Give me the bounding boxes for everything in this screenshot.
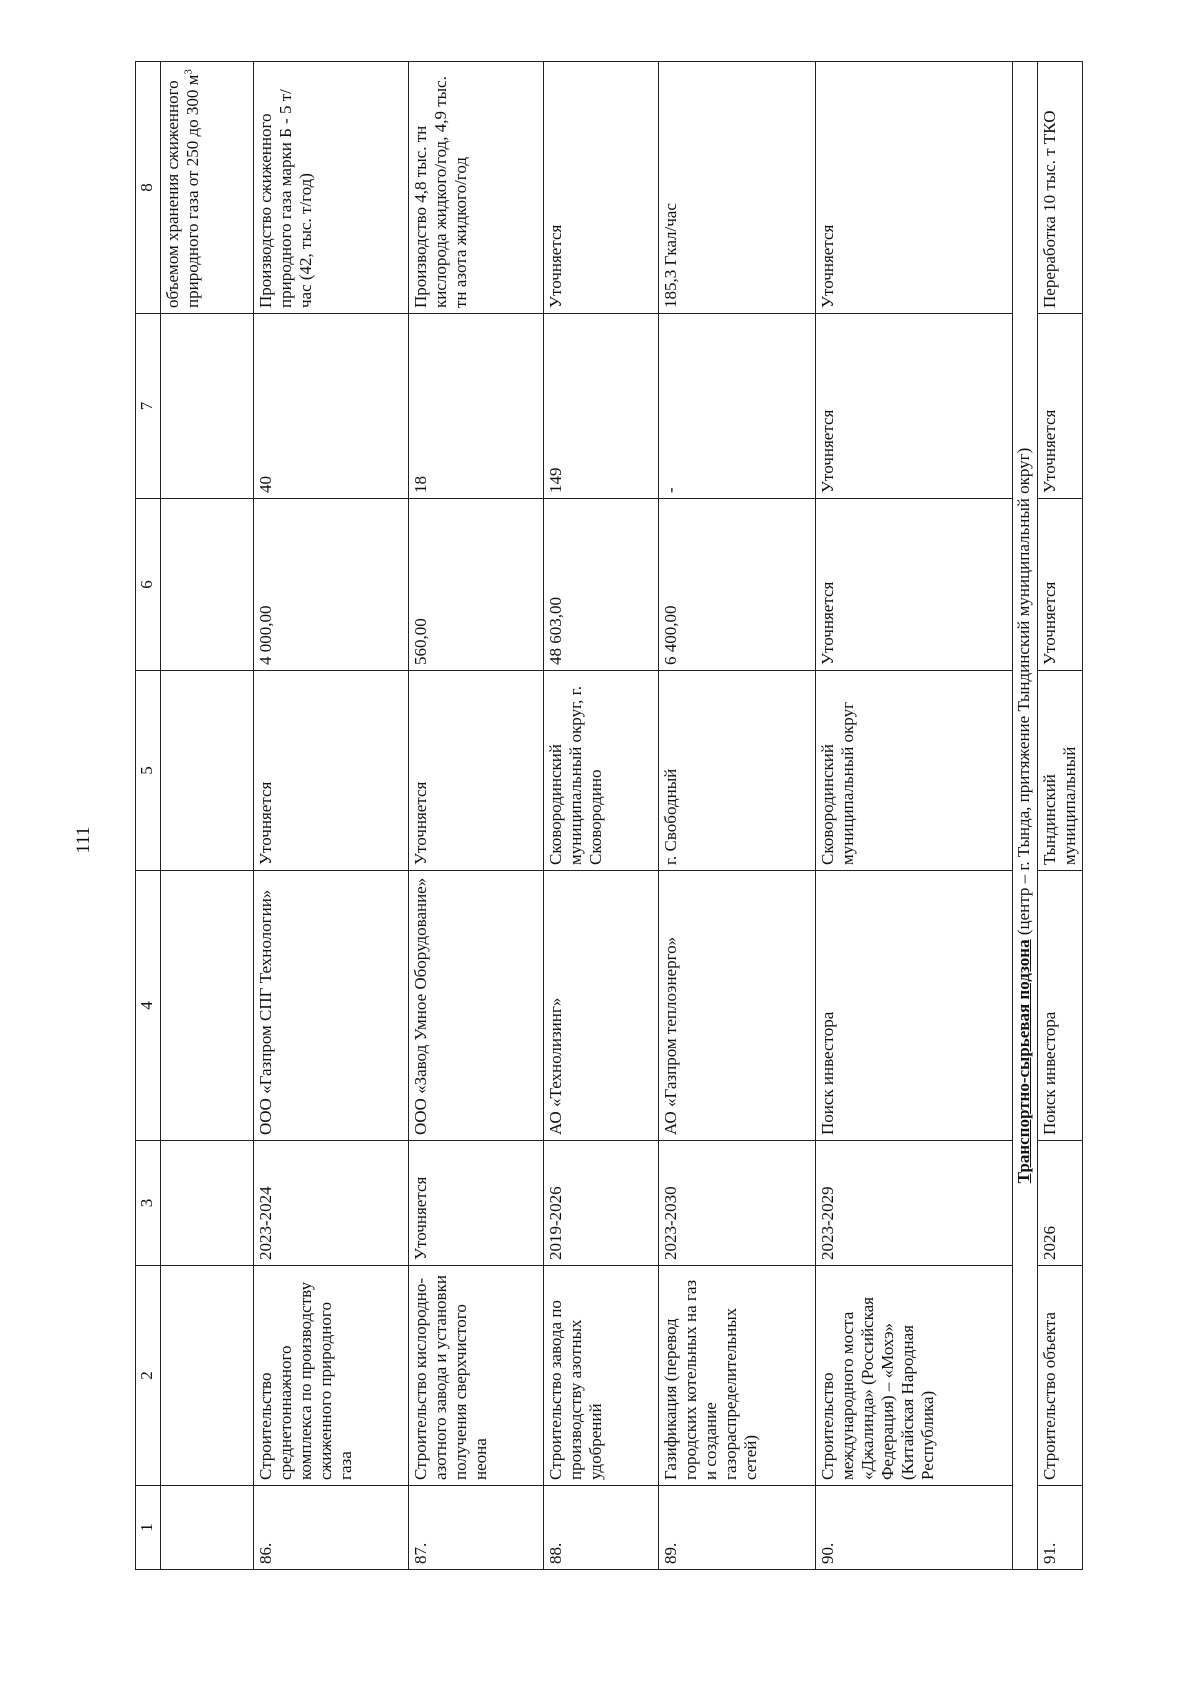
- project-period: 2023-2024: [254, 1141, 409, 1266]
- table-row: [409, 62, 544, 1570]
- header-cell: 7: [136, 314, 161, 499]
- project-capacity: Уточняется: [816, 62, 1013, 314]
- table-cell: [161, 871, 254, 1141]
- project-name: Строительство международного моста «Джалинда» (Российская Федерация) – «Мохэ» (Китайская Народная Республика): [816, 1266, 1013, 1486]
- table-cell: [161, 671, 254, 871]
- project-capacity: Производство сжиженного природного газа марки Б - 5 т/час (42, тыс. т/год): [254, 62, 409, 314]
- table-cell: [161, 1141, 254, 1266]
- header-row: [136, 62, 161, 1570]
- section-row: [1013, 62, 1038, 1570]
- section-title: Транспортно-сырьевая подзона: [1014, 939, 1033, 1184]
- project-investor: Поиск инвестора: [816, 871, 1013, 1141]
- project-location: Сковородинский муниципальный округ: [816, 671, 1013, 871]
- project-name: Строительство объекта: [1038, 1266, 1083, 1486]
- table-row: [544, 62, 659, 1570]
- project-jobs: -: [659, 314, 816, 499]
- row-number: 88.: [544, 1486, 659, 1570]
- project-jobs: 149: [544, 314, 659, 499]
- project-name: Строительство среднетоннажного комплекса по производству сжиженного природного газа: [254, 1266, 409, 1486]
- project-location: Уточняется: [254, 671, 409, 871]
- table-row: [659, 62, 816, 1570]
- project-investor: АО «Газпром теплоэнерго»: [659, 871, 816, 1141]
- row-number: 90.: [816, 1486, 1013, 1570]
- table-cell: [161, 499, 254, 671]
- project-cost: Уточняется: [816, 499, 1013, 671]
- project-location: Уточняется: [409, 671, 544, 871]
- project-jobs: 40: [254, 314, 409, 499]
- project-capacity: 185,3 Гкал/час: [659, 62, 816, 314]
- row-number: 87.: [409, 1486, 544, 1570]
- section-subtitle: (центр – г. Тында, притяжение Тындинский муниципальный округ): [1014, 447, 1033, 940]
- project-cost: 4 000,00: [254, 499, 409, 671]
- project-location: Тындинский муниципальный: [1038, 671, 1083, 871]
- project-investor: АО «Технолизинг»: [544, 871, 659, 1141]
- project-name: Строительство кислородно-азотного завода и установки получения сверхчистого неона: [409, 1266, 544, 1486]
- project-period: 2023-2029: [816, 1141, 1013, 1266]
- table-row: [1038, 62, 1083, 1570]
- project-investor: Поиск инвестора: [1038, 871, 1083, 1141]
- header-cell: 3: [136, 1141, 161, 1266]
- rotated-page-content: [135, 62, 1081, 1570]
- superscript: 3: [182, 69, 195, 75]
- header-cell: 2: [136, 1266, 161, 1486]
- project-capacity: Переработка 10 тыс. т ТКО: [1038, 62, 1083, 314]
- table-row-continuation: [161, 62, 254, 1570]
- row-number: 91.: [1038, 1486, 1083, 1570]
- project-capacity: Уточняется: [544, 62, 659, 314]
- table-cell: [161, 1266, 254, 1486]
- header-cell: 4: [136, 871, 161, 1141]
- project-cost: Уточняется: [1038, 499, 1083, 671]
- project-period: 2026: [1038, 1141, 1083, 1266]
- page-number: 111: [73, 826, 94, 854]
- project-name: Строительство завода по производству азотных удобрений: [544, 1266, 659, 1486]
- project-investor: ООО «Газпром СПГ Технологии»: [254, 871, 409, 1141]
- row-number: 89.: [659, 1486, 816, 1570]
- capacity-text: объемом хранения сжиженного природного газа от 250 до 300 м: [163, 74, 202, 308]
- project-cost: 560,00: [409, 499, 544, 671]
- project-period: 2023-2030: [659, 1141, 816, 1266]
- header-cell: 8: [136, 62, 161, 314]
- project-period: Уточняется: [409, 1141, 544, 1266]
- table-cell: [161, 314, 254, 499]
- header-cell: 6: [136, 499, 161, 671]
- table-cell: [161, 1486, 254, 1570]
- project-jobs: Уточняется: [1038, 314, 1083, 499]
- row-number: 86.: [254, 1486, 409, 1570]
- header-cell: 1: [136, 1486, 161, 1570]
- header-cell: 5: [136, 671, 161, 871]
- project-cost: 48 603,00: [544, 499, 659, 671]
- project-period: 2019-2026: [544, 1141, 659, 1266]
- project-name: Газификация (перевод городских котельных на газ и создание газораспределительных сетей): [659, 1266, 816, 1486]
- project-cost: 6 400,00: [659, 499, 816, 671]
- table-row: [816, 62, 1013, 1570]
- project-location: г. Свободный: [659, 671, 816, 871]
- table-row: [254, 62, 409, 1570]
- capacity-cell: [161, 62, 254, 314]
- section-heading: [1013, 62, 1038, 1570]
- project-jobs: 18: [409, 314, 544, 499]
- project-capacity: Производство 4,8 тыс. тн кислорода жидкого/год, 4,9 тыс. тн азота жидкого/год: [409, 62, 544, 314]
- project-investor: ООО «Завод Умное Оборудование»: [409, 871, 544, 1141]
- project-jobs: Уточняется: [816, 314, 1013, 499]
- project-location: Сковородинский муниципальный округ, г. Сковородино: [544, 671, 659, 871]
- projects-table: [135, 61, 1083, 1570]
